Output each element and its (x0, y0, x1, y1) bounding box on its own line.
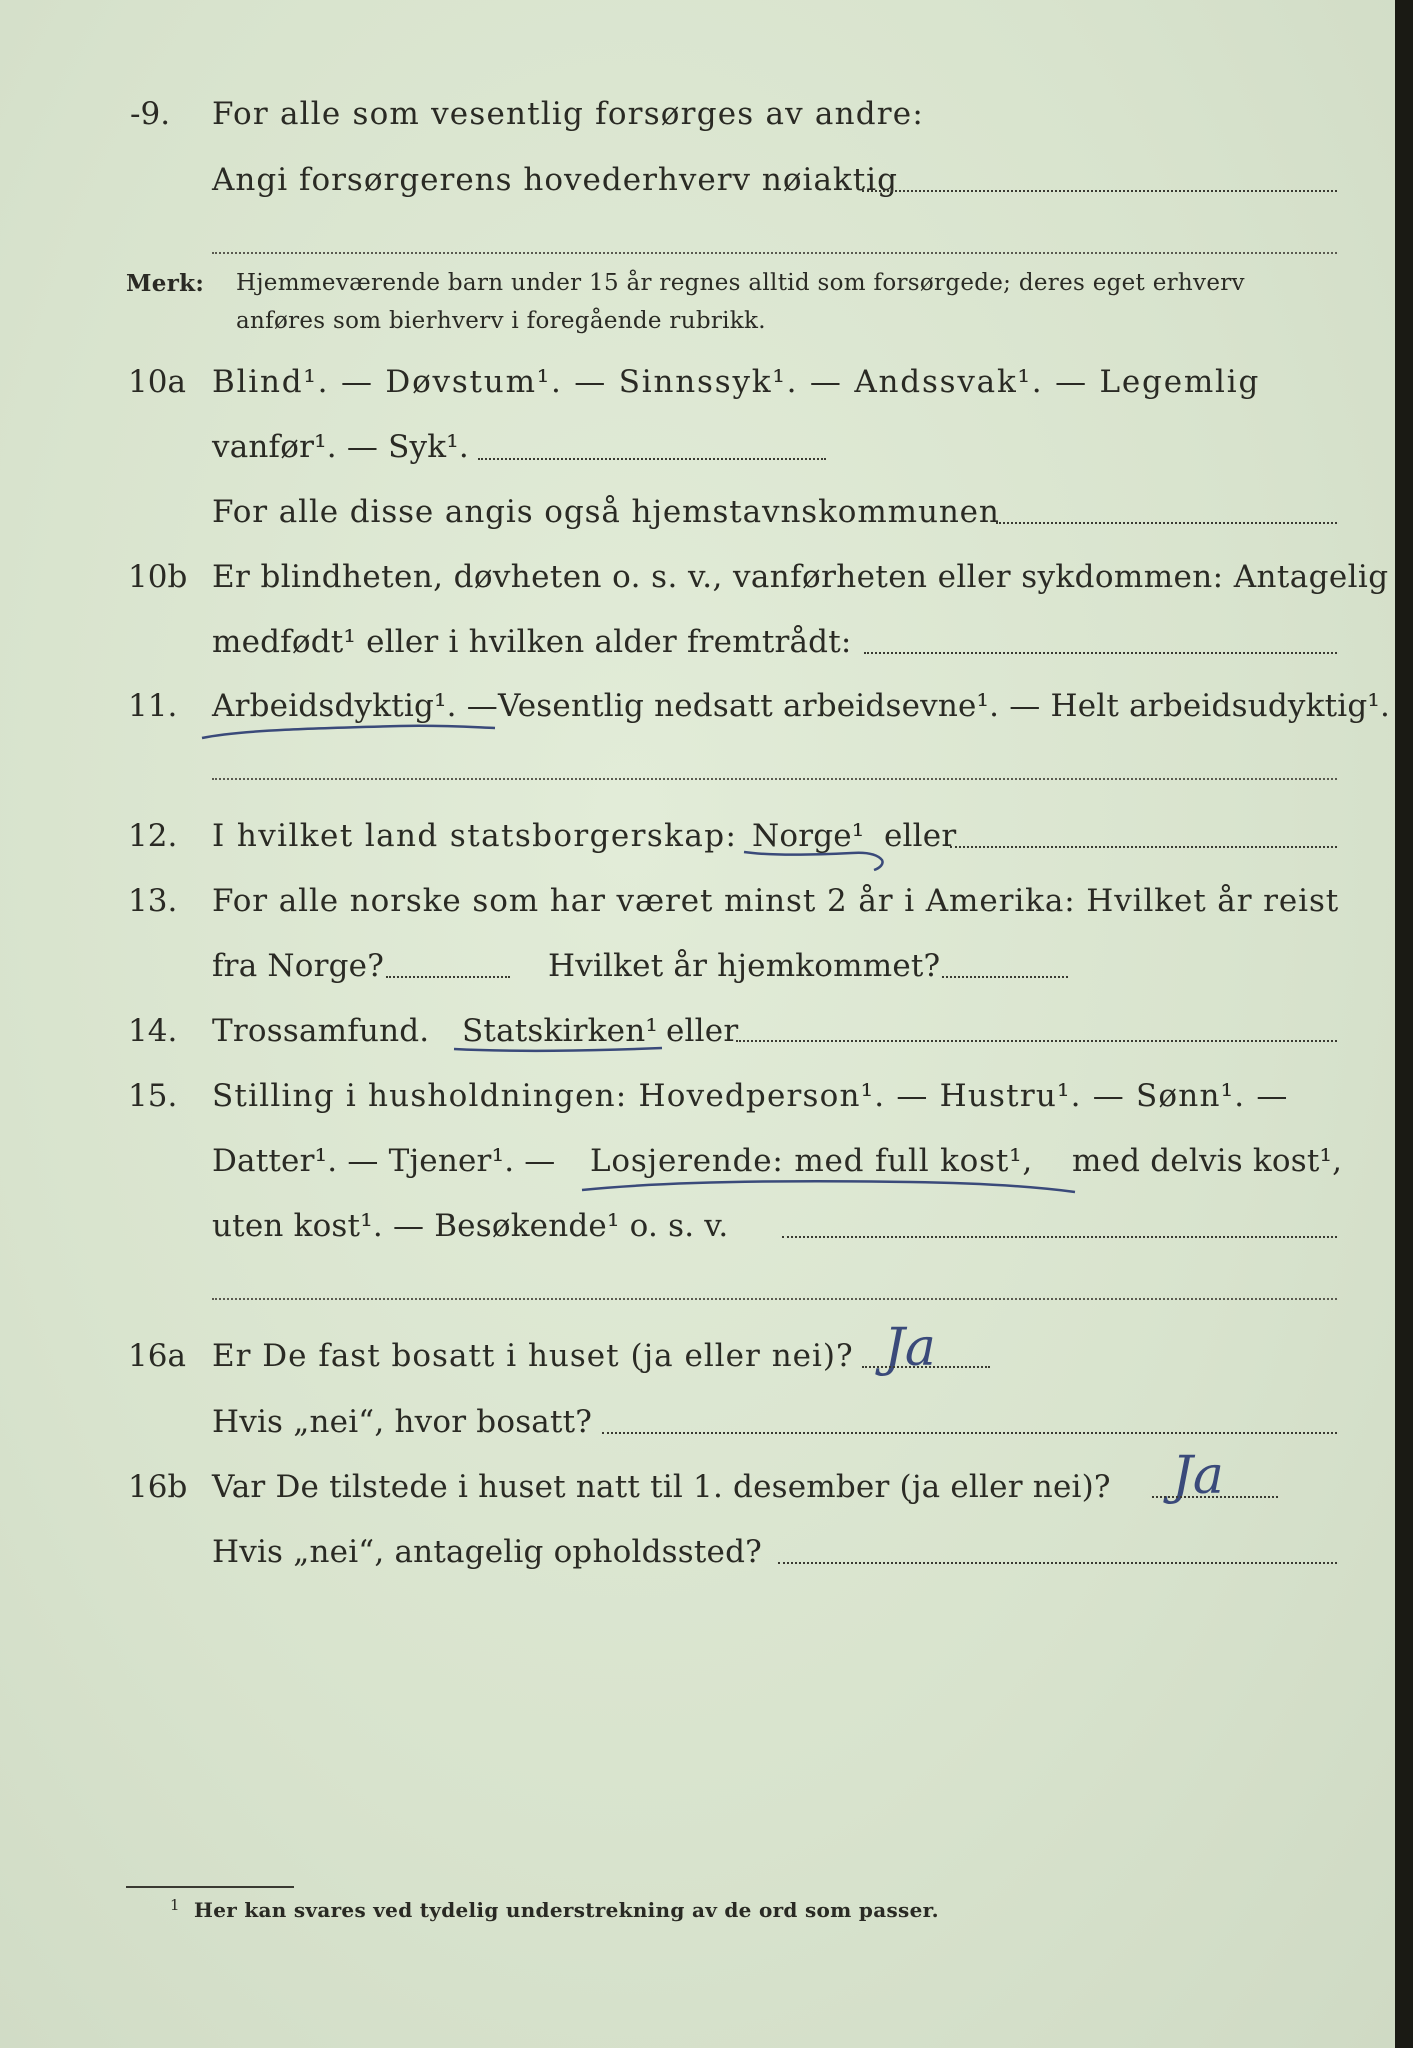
q10a-number: 10a (128, 364, 186, 400)
q11-underline-mark (200, 718, 500, 748)
q16a-handwritten-answer[interactable]: Ja (884, 1318, 936, 1378)
q10b-line1: Er blindheten, døvheten o. s. v., vanførheten eller sykdommen: Antagelig (212, 559, 1389, 595)
q15-extra-line (212, 1298, 1337, 1300)
q10a-line2: vanfør¹. — Syk¹. (212, 429, 469, 465)
footnote-mark: 1 (170, 1896, 180, 1914)
q9-line1: For alle som vesentlig forsørges av andre: (212, 96, 924, 132)
q12-answer-line[interactable] (950, 846, 1337, 848)
q14-underline-mark (452, 1043, 672, 1063)
q16b-line2: Hvis „nei“, antagelig opholdssted? (212, 1534, 762, 1570)
q10b-number: 10b (128, 559, 188, 595)
q16b-line1: Var De tilstede i huset natt til 1. desember (ja eller nei)? (212, 1469, 1111, 1505)
q15-line3: uten kost¹. — Besøkende¹ o. s. v. (212, 1208, 729, 1244)
q12-opt-norge: Norge¹ (752, 818, 865, 854)
q15-answer-line[interactable] (782, 1236, 1337, 1238)
q15-line1: Stilling i husholdningen: Hovedperson¹. — Hustru¹. — Sønn¹. — (212, 1078, 1289, 1114)
q11-extra-line (212, 778, 1337, 780)
merk-label: Merk: (126, 270, 205, 297)
q15-number: 15. (128, 1078, 178, 1114)
q10a-kommune-line[interactable] (996, 522, 1337, 524)
footnote-rule (126, 1886, 294, 1888)
footnote-text: Her kan svares ved tydelig understrekning av de ord som passer. (194, 1898, 939, 1922)
q15-line2b: Losjerende: med full kost¹, (590, 1143, 1033, 1179)
q11-number: 11. (128, 688, 178, 724)
q16a-bosatt-line[interactable] (602, 1432, 1337, 1434)
q16a-answer-line (862, 1366, 990, 1368)
q13-hjemkommet-line[interactable] (942, 976, 1068, 978)
q10a-line3: For alle disse angis også hjemstavnskommunen (212, 494, 1000, 530)
q16b-handwritten-answer[interactable]: Ja (1172, 1446, 1224, 1506)
q10a-syk-line[interactable] (478, 458, 826, 460)
q13-reist-line[interactable] (386, 976, 510, 978)
q13-number: 13. (128, 883, 178, 919)
q10a-line1: Blind¹. — Døvstum¹. — Sinnssyk¹. — Andssvak¹. — Legemlig (212, 364, 1261, 400)
q9-line2: Angi forsørgerens hovederhverv nøiaktig (212, 162, 898, 198)
q16b-number: 16b (128, 1469, 188, 1505)
q16b-answer-line (1152, 1496, 1278, 1498)
q15-line2c: med delvis kost¹, (1072, 1143, 1343, 1179)
q16b-opholdssted-line[interactable] (778, 1562, 1337, 1564)
q16a-line2: Hvis „nei“, hvor bosatt? (212, 1404, 593, 1440)
q14-number: 14. (128, 1013, 178, 1049)
q9-number: -9. (130, 96, 171, 132)
q11-rest: Vesentlig nedsatt arbeidsevne¹. — Helt arbeidsudyktig¹. (498, 688, 1391, 724)
q15-line2a: Datter¹. — Tjener¹. — (212, 1143, 556, 1179)
q12-text: I hvilket land statsborgerskap: (212, 818, 738, 854)
q12-underline-mark (742, 846, 892, 876)
q14-answer-line[interactable] (736, 1040, 1337, 1042)
q10b-answer-line[interactable] (864, 652, 1337, 654)
merk-line1: Hjemmeværende barn under 15 år regnes alltid som forsørgede; deres eget erhverv (236, 270, 1245, 296)
q13-line1: For alle norske som har været minst 2 år i Amerika: Hvilket år reist (212, 883, 1340, 919)
q11-opt-arbeidsdyktig: Arbeidsdyktig¹. — (212, 688, 498, 724)
q9-answer-line[interactable] (862, 190, 1337, 192)
q14-opt-statskirken: Statskirken¹ (462, 1013, 658, 1049)
q14-tail: eller (666, 1013, 739, 1049)
q16a-number: 16a (128, 1338, 186, 1374)
scan-edge (1395, 0, 1413, 2048)
q12-number: 12. (128, 818, 178, 854)
q15-underline-mark (580, 1176, 1080, 1206)
q9-extra-line (212, 252, 1337, 254)
q16a-line1: Er De fast bosatt i huset (ja eller nei)? (212, 1338, 854, 1374)
merk-line2: anføres som bierhverv i foregående rubrikk. (236, 308, 766, 334)
q13-line2a: fra Norge? (212, 948, 385, 984)
q12-tail: eller (884, 818, 957, 854)
q10b-line2: medfødt¹ eller i hvilken alder fremtrådt: (212, 624, 852, 660)
q14-text: Trossamfund. (212, 1013, 430, 1049)
q13-line2b: Hvilket år hjemkommet? (548, 948, 941, 984)
